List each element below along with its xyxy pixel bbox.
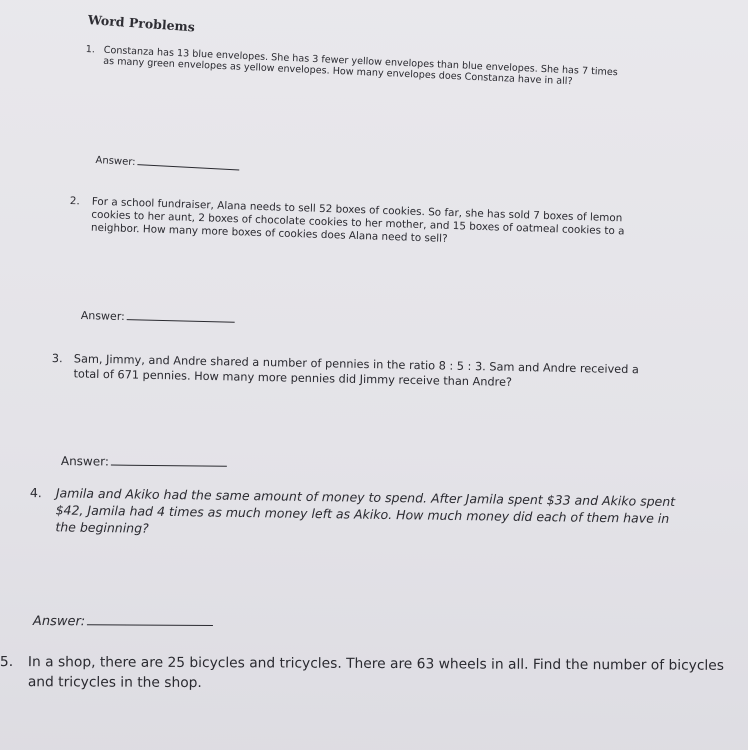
answer-label: Answer:	[32, 613, 86, 630]
problem-text: For a school fundraiser, Alana needs to sell 52 boxes of cookies. So far, she has sold 7 boxes of lemon cookies to her aunt, 2 boxes of chocolate cookies to her mother, and 15 boxes of oatmeal cookies to a neighbor. How many more boxes of cookies does Alana need to sell?	[90, 195, 625, 245]
answer-line-4	[33, 611, 213, 630]
problem-2	[69, 195, 630, 245]
answer-blank[interactable]	[137, 154, 239, 170]
problem-number: 5.	[0, 654, 14, 671]
problem-number: 2.	[69, 195, 80, 208]
problem-3	[51, 351, 664, 389]
problem-text: In a shop, there are 25 bicycles and tricycles. There are 63 wheels in all. Find the number of bicycles and tricycles in the shop.	[27, 654, 724, 692]
answer-label: Answer:	[60, 453, 110, 469]
problem-number: 1.	[85, 44, 96, 56]
answer-blank[interactable]	[111, 453, 227, 467]
answer-blank[interactable]	[127, 308, 235, 323]
problem-text: Sam, Jimmy, and Andre shared a number of pennies in the ratio 8 : 5 : 3. Sam and Andre received a total of 671 pennies. How many more pennies did Jimmy receive than Andre?	[73, 352, 639, 389]
answer-blank[interactable]	[87, 611, 213, 626]
answer-line-3	[61, 452, 227, 470]
problem-number: 4.	[29, 484, 42, 501]
answer-label: Answer:	[95, 154, 136, 169]
answer-label: Answer:	[80, 308, 125, 324]
problem-4	[29, 484, 690, 536]
problem-1	[85, 44, 630, 88]
problem-text: Constanza has 13 blue envelopes. She has 3 fewer yellow envelopes than blue envelopes. She has 7 times as many green envelopes as yellow envelopes. How many envelopes does Constanza have in all?	[103, 44, 618, 88]
problem-5	[0, 652, 730, 692]
worksheet-title: Word Problems	[87, 12, 196, 35]
answer-line-2	[81, 307, 235, 326]
problem-text: Jamila and Akiko had the same amount of money to spend. After Jamila spent $33 and Akiko spent $42, Jamila had 4 times as much money left as Akiko. How much money did each of them have in the beginning?	[55, 485, 676, 536]
answer-line-1	[95, 152, 240, 174]
problem-number: 3.	[51, 351, 63, 366]
